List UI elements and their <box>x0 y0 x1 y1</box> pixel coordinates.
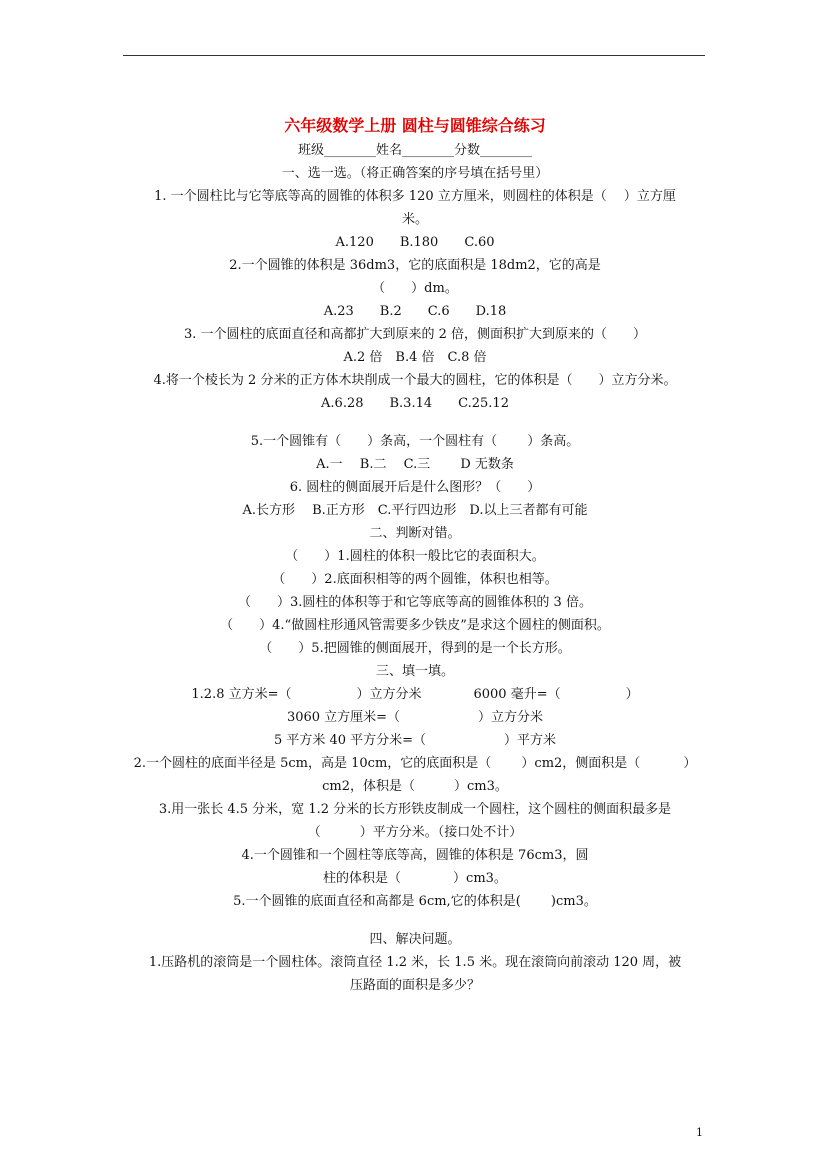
question-text: 6. 圆柱的侧面展开后是什么图形？（ ） <box>289 480 541 495</box>
question-text: 2.一个圆锥的体积是 36dm3，它的底面积是 18dm2，它的高是 <box>229 258 601 273</box>
fill-text: 1.2.8 立方米=（ ）立方分米 6000 毫升=（ ） <box>191 687 639 702</box>
section-heading-judge: 二、判断对错。 <box>369 526 461 541</box>
section-heading-solve: 四、解决问题。 <box>369 932 461 947</box>
student-info-line: 班级________姓名________分数________ <box>297 143 532 158</box>
answer-options: A.6.28 B.3.14 C.25.12 <box>321 396 509 411</box>
statement-text: （ ）5.把圆锥的侧面展开，得到的是一个长方形。 <box>259 641 571 656</box>
section-heading-fill: 三、填一填。 <box>375 664 454 679</box>
answer-options: A.一 B.二 C.三 D 无数条 <box>316 457 514 472</box>
fill-text: 4.一个圆锥和一个圆柱等底等高，圆锥的体积是 76cm3，圆 <box>241 848 589 863</box>
problem-text: 1.压路机的滚筒是一个圆柱体。滚筒直径 1.2 米，长 1.5 米。现在滚筒向前滚动 120 周，被 <box>148 955 682 970</box>
worksheet-body <box>120 112 710 997</box>
statement-text: （ ）4.“做圆柱形通风管需要多少铁皮”是求这个圆柱的侧面积。 <box>220 618 610 633</box>
page-title: 六年级数学上册 圆柱与圆锥综合练习 <box>284 116 546 135</box>
fill-text: 5 平方米 40 平方分米=（ ）平方米 <box>273 733 557 748</box>
spacer <box>120 415 710 430</box>
fill-text: 3060 立方厘米=（ ）立方分米 <box>286 710 544 725</box>
spacer <box>120 913 710 928</box>
question-text: （ ）dm。 <box>372 281 458 296</box>
fill-text: 3.用一张长 4.5 分米，宽 1.2 分米的长方形铁皮制成一个圆柱，这个圆柱的侧面积最多是 <box>158 802 672 817</box>
statement-text: （ ）2.底面积相等的两个圆锥，体积也相等。 <box>272 572 558 587</box>
fill-text: cm2，体积是（ ）cm3。 <box>322 779 508 794</box>
answer-options: A.2 倍 B.4 倍 C.8 倍 <box>343 350 487 365</box>
page-number: 1 <box>696 1126 703 1139</box>
answer-options: A.长方形 B.正方形 C.平行四边形 D.以上三者都有可能 <box>242 503 588 518</box>
header-rule <box>123 55 705 56</box>
fill-text: 2.一个圆柱的底面半径是 5cm，高是 10cm，它的底面积是（ ）cm2，侧面积是（ ） <box>133 756 697 771</box>
answer-options: A.23 B.2 C.6 D.18 <box>323 304 507 319</box>
question-text: 米。 <box>401 212 428 227</box>
question-text: 4.将一个棱长为 2 分米的正方体木块削成一个最大的圆柱，它的体积是（ ）立方分米。 <box>153 373 677 388</box>
statement-text: （ ）3.圆柱的体积等于和它等底等高的圆锥体积的 3 倍。 <box>238 595 592 610</box>
question-text: 1. 一个圆柱比与它等底等高的圆锥的体积多 120 立方厘米，则圆柱的体积是（ ）立方厘 <box>154 189 676 204</box>
section-heading-choice: 一、选一选。（将正确答案的序号填在括号里） <box>281 166 549 181</box>
fill-text: （ ）平方分米。（接口处不计） <box>307 825 523 840</box>
statement-text: （ ）1.圆柱的体积一般比它的表面积大。 <box>285 549 545 564</box>
question-text: 5.一个圆锥有（ ）条高，一个圆柱有（ ）条高。 <box>250 434 580 449</box>
question-text: 3. 一个圆柱的底面直径和高都扩大到原来的 2 倍，侧面积扩大到原来的（ ） <box>183 327 647 342</box>
fill-text: 5.一个圆锥的底面直径和高都是 6cm,它的体积是( )cm3。 <box>233 894 597 909</box>
fill-text: 柱的体积是（ ）cm3。 <box>323 871 507 886</box>
problem-text: 压路面的面积是多少？ <box>349 978 480 993</box>
answer-options: A.120 B.180 C.60 <box>335 235 495 250</box>
